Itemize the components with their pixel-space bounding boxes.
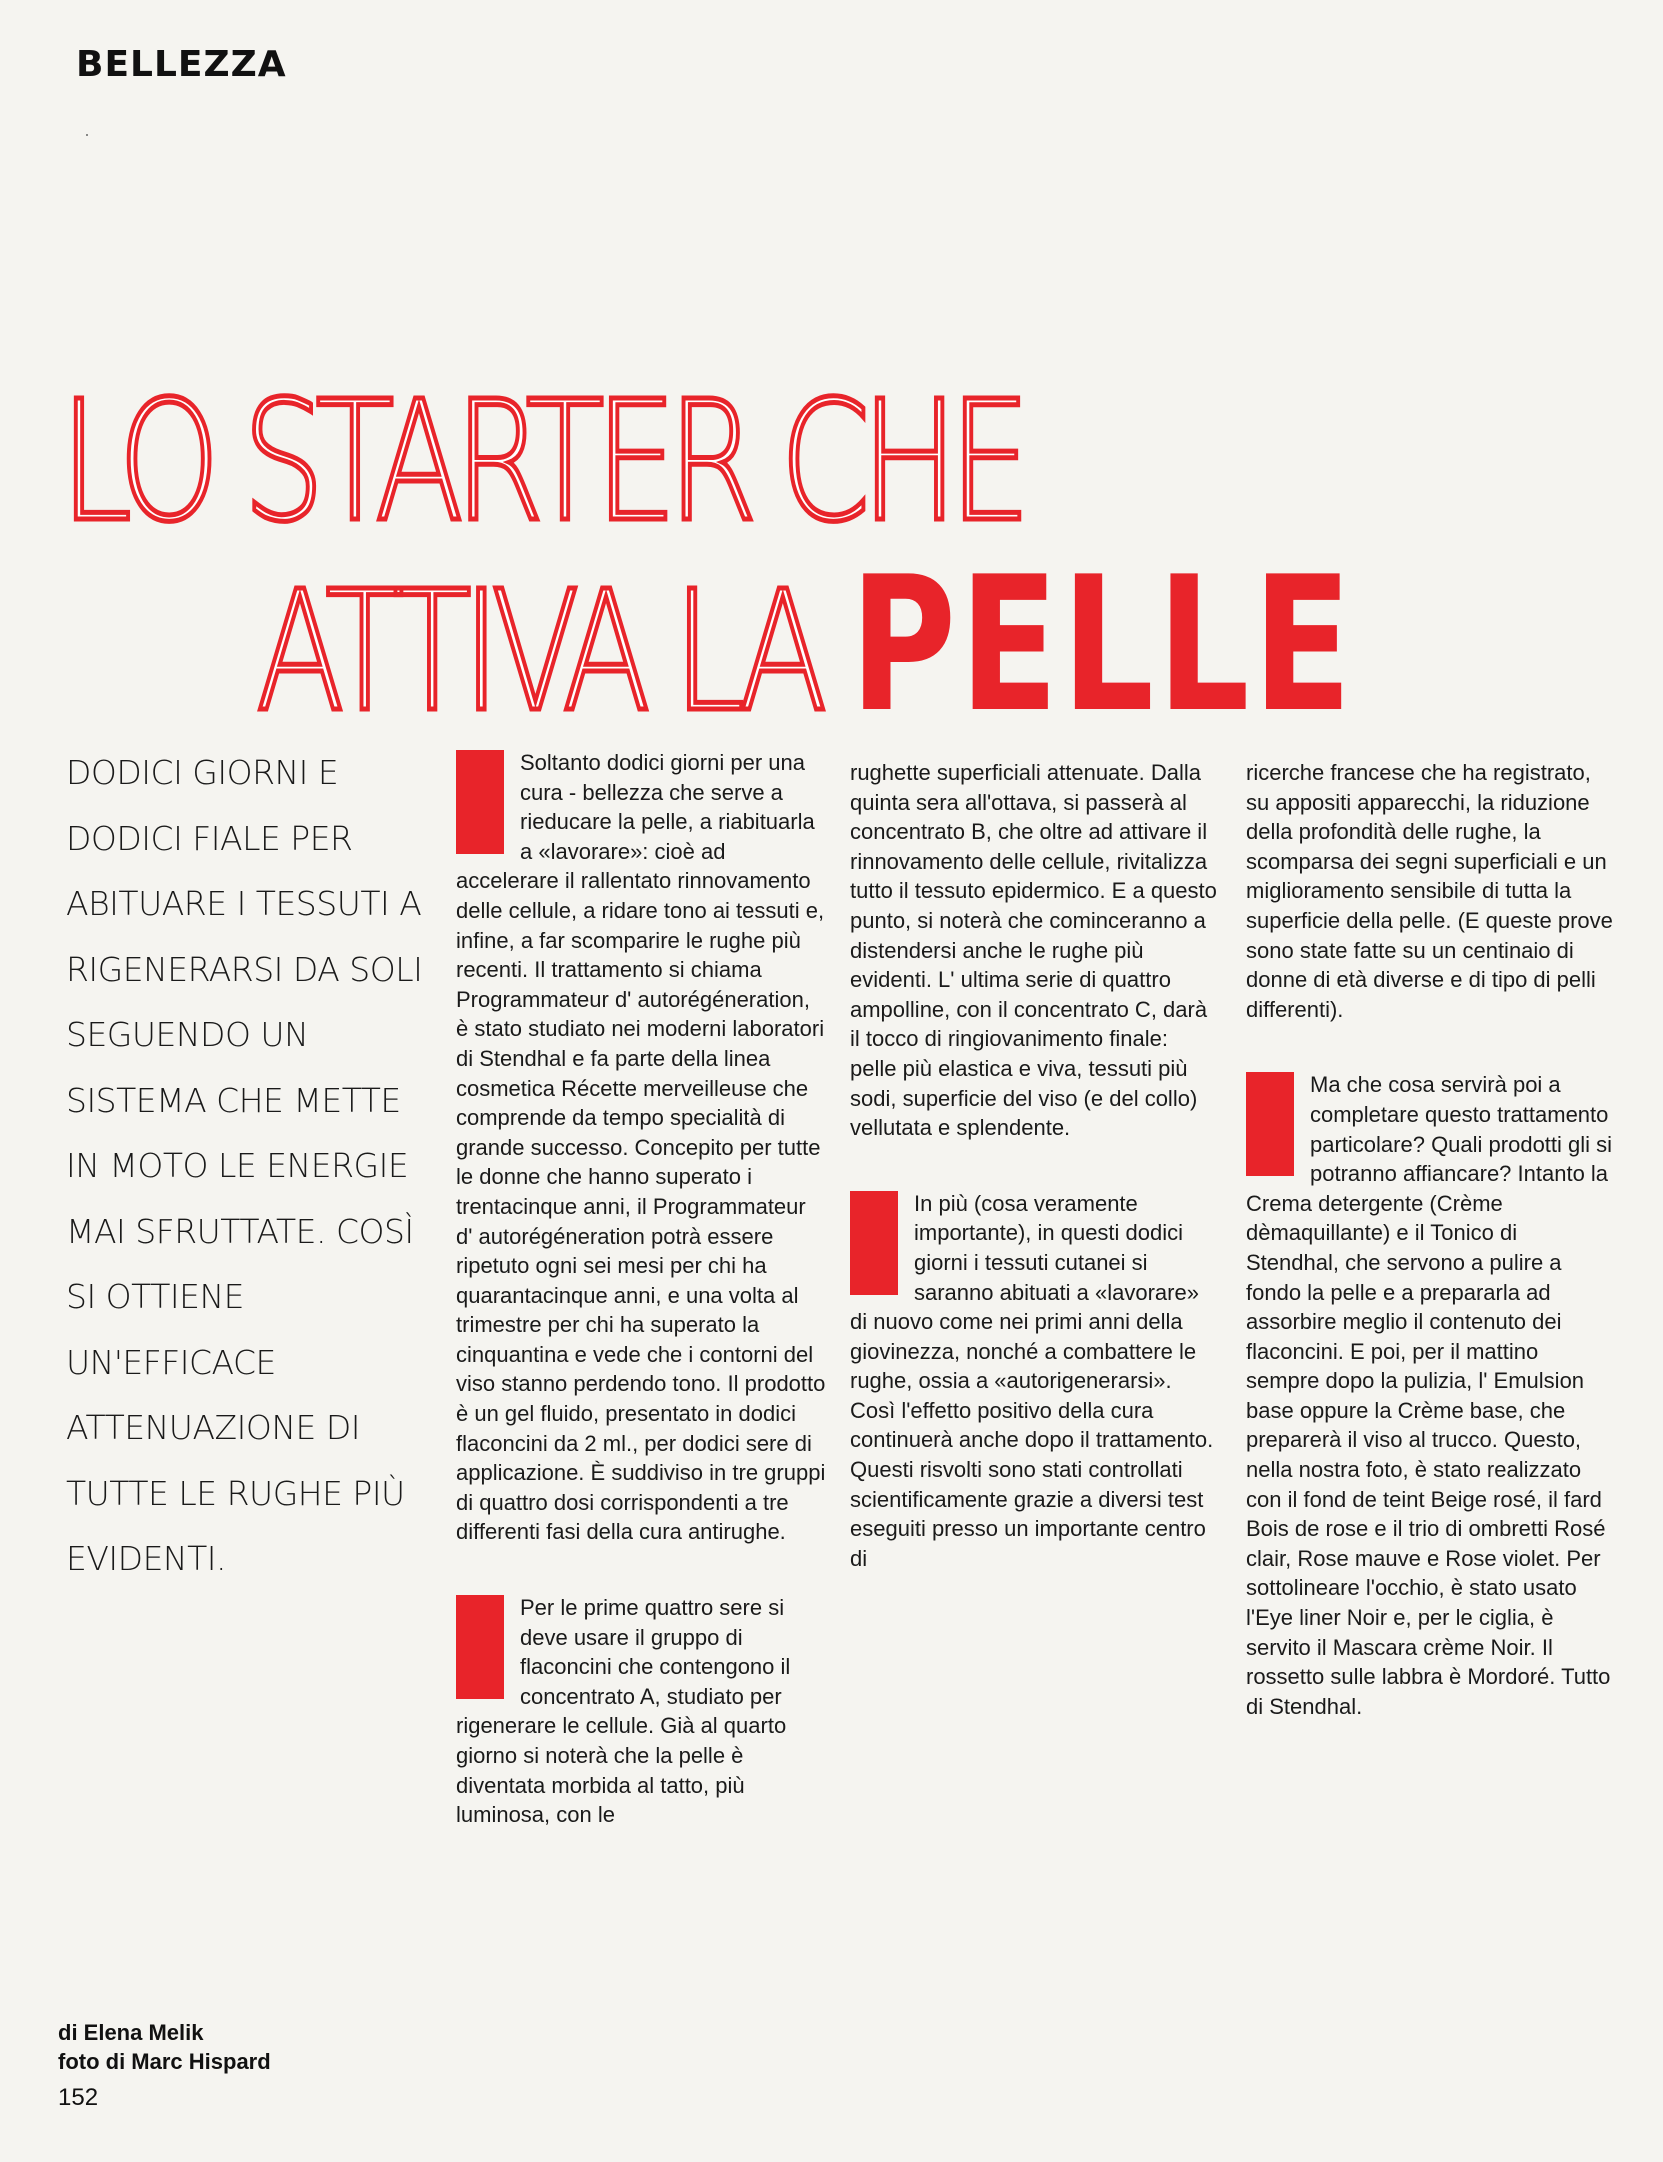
photo-credit: foto di Marc Hispard [58, 2049, 271, 2074]
headline-line-2-light: ATTIVA LA [256, 556, 819, 749]
article-column-3 [1246, 758, 1616, 1721]
author-credit: di Elena Melik [58, 2020, 204, 2045]
paragraph-marker [1246, 1072, 1294, 1176]
section-label: BELLEZZA [76, 44, 287, 85]
paragraph-2-text: Per le prime quattro sere si deve usare il gruppo di flaconcini che contengono il concentrato A, studiato per rigenerare le cellule. Già al quarto giorno si noterà che la pelle è diventata morbida al tatto, più luminosa, con le [456, 1595, 791, 1828]
headline-pelle: PELLE [849, 536, 1355, 753]
headline-line-1: LO STARTER CHE [60, 366, 1022, 559]
paragraph-3-text: In più (cosa veramente importante), in questi dodici giorni i tessuti cutanei si saranno abituati a «lavorare» di nuovo come nei primi anni della giovinezza, nonché a combattere le rughe, ossia a «autorigenerarsi». Così l'effetto positivo della cura continuerà anche dopo il trattamento. Questi risvolti sono stati controllati scientificamente grazie a diversi test eseguiti presso un importante centro di [850, 1190, 1214, 1571]
paragraph-marker [456, 1595, 504, 1699]
headline-line-2 [256, 536, 1355, 753]
paragraph-4-text: Ma che cosa servirà poi a completare questo trattamento particolare? Quali prodotti gli si potranno affiancare? Intanto la Crema detergente (Crème dèmaquillante) e il Tonico di Stendhal, che servono a pulire a fondo la pelle e a prepararla ad assorbire meglio il contenuto dei flaconcini. E poi, per il mattino sempre dopo la pulizia, l' Emulsion base oppure la Crème base, che preparerà il viso al trucco. Questo, nella nostra foto, è stato realizzato con il fond de teint Beige rosé, il fard Bois de rose e il trio di ombretti Rosé clair, Rose mauve e Rose violet. Per sottolineare l'occhio, è stato usato l'Eye liner Noir e, per le ciglia, è servito il Mascara crème Noir. Il rossetto sulle labbra è Mordoré. Tutto di Stendhal. [1246, 1072, 1613, 1719]
article-column-1 [456, 748, 826, 1830]
paragraph-3 [850, 1189, 1220, 1574]
paragraph-2 [456, 1593, 826, 1830]
subhead: DODICI GIORNI E DODICI FIALE PER ABITUARE I TESSUTI A RIGENERARSI DA SOLI SEGUENDO UN SISTEMA CHE METTE IN MOTO LE ENERGIE MAI SFRUTTATE. COSÌ SI OTTIENE UN'EFFICACE ATTENUAZIONE DI TUTTE LE RUGHE PIÙ EVIDENTI. [66, 753, 423, 1578]
speck [86, 134, 88, 136]
paragraph-marker [850, 1191, 898, 1295]
paragraph-marker [456, 750, 504, 854]
credits [58, 2018, 271, 2076]
page-number: 152 [58, 2084, 99, 2111]
paragraph-1 [456, 748, 826, 1547]
paragraph-4 [1246, 1070, 1616, 1721]
article-column-2 [850, 758, 1220, 1573]
paragraph-1-text: Soltanto dodici giorni per una cura - bellezza che serve a rieducare la pelle, a riabituarla a «lavorare»: cioè ad accelerare il rallentato rinnovamento delle cellule, a ridare tono ai tessuti e, infine, a far scomparire le rughe più recenti. Il trattamento si chiama Programmateur d' autorégéneration, è stato studiato nei moderni laboratori di Stendhal e fa parte della linea cosmetica Récette merveilleuse che comprende da tempo specialità di grande successo. Concepito per tutte le donne che hanno superato i trentacinque anni, il Programmateur d' autorégéneration potrà essere ripetuto ogni sei mesi per chi ha quarantacinque anni, e una volta al trimestre per chi ha superato la cinquantina e vede che i contorni del viso stanno perdendo tono. Il prodotto è un gel fluido, presentato in dodici flaconcini da 2 ml., per dodici sere di applicazione. È suddiviso in tre gruppi di quattro dosi corrispondenti a tre differenti fasi della cura antirughe. [456, 750, 826, 1545]
paragraph-2-continued: rughette superficiali attenuate. Dalla quinta sera all'ottava, si passerà al concentrato B, che oltre ad attivare il rinnovamento delle cellule, rivitalizza tutto il tessuto epidermico. E a questo punto, si noterà che cominceranno a distendersi anche le rughe più evidenti. L' ultima serie di quattro ampolline, con il concentrato C, darà il tocco di ringiovanimento finale: pelle più elastica e viva, tessuti più sodi, superficie del viso (e del collo) vellutata e splendente. [850, 760, 1217, 1141]
paragraph-3-continued: ricerche francese che ha registrato, su appositi apparecchi, la riduzione della profondità delle rughe, la scomparsa dei segni superficiali e un miglioramento sensibile di tutta la superficie della pelle. (E queste prove sono state fatte su un centinaio di donne di età diverse e di tipo di pelli differenti). [1246, 760, 1613, 1022]
